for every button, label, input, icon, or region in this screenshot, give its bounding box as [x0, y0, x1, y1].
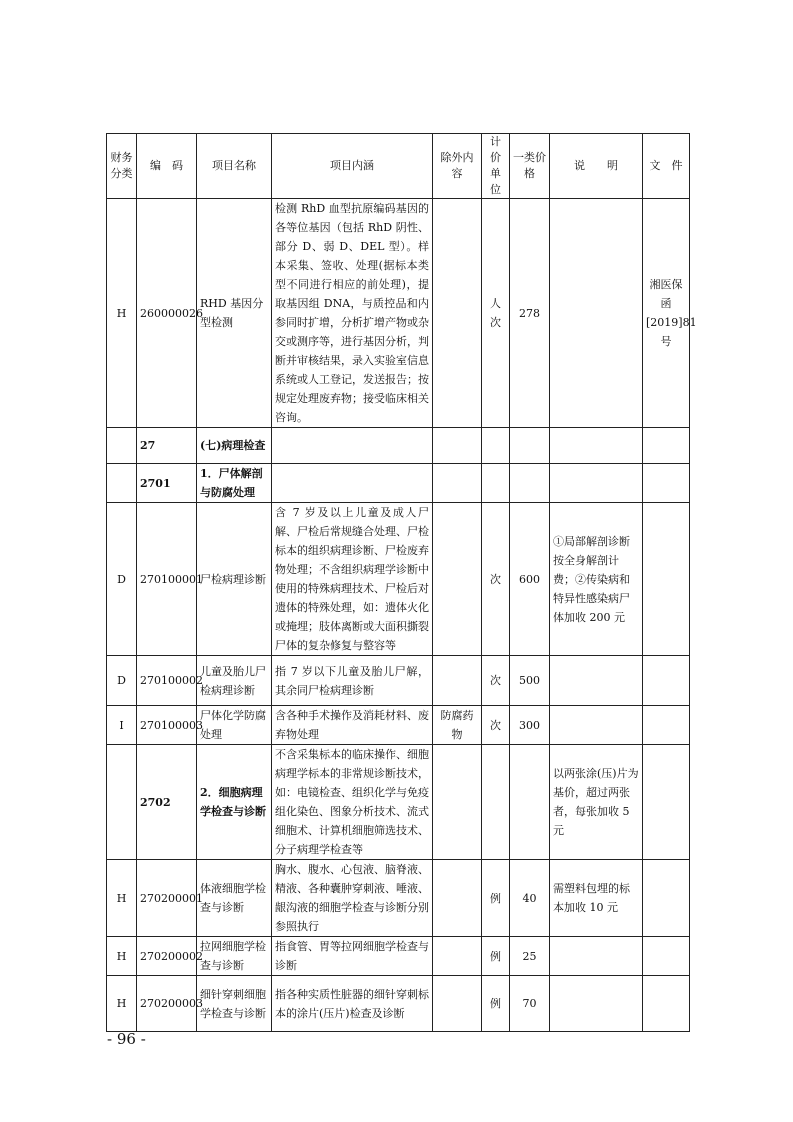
cell-code: 270200001 — [137, 860, 197, 937]
cell-category: H — [107, 860, 137, 937]
header-content: 项目内涵 — [272, 134, 433, 199]
cell-content: 检测 RhD 血型抗原编码基因的各等位基因（包括 RhD 阴性、部分 D、弱 D、DEL 型）。样本采集、签收、处理(据标本类型不同进行相应的前处理)，提取基因组 DNA，与质控品和内参同时扩增，分析扩增产物或杂交或测序等，进行基因分析，判断并审核结果，录入实验室信息系统或人工登记，发送报告；按规定处理废弃物；接受临床相关咨询。 — [272, 199, 433, 428]
cell-exclusions — [433, 464, 482, 503]
cell-name: 尸体化学防腐处理 — [197, 706, 272, 745]
cell-document — [643, 464, 690, 503]
cell-code: 27 — [137, 428, 197, 464]
cell-unit — [482, 745, 510, 860]
cell-notes — [550, 656, 643, 706]
cell-exclusions — [433, 937, 482, 976]
cell-category — [107, 745, 137, 860]
cell-document — [643, 937, 690, 976]
cell-price: 25 — [510, 937, 550, 976]
table-row — [107, 656, 690, 706]
cell-price — [510, 745, 550, 860]
cell-name: 拉网细胞学检查与诊断 — [197, 937, 272, 976]
table-row — [107, 745, 690, 860]
cell-document — [643, 745, 690, 860]
cell-content: 指各种实质性脏器的细针穿刺标本的涂片(压片)检查及诊断 — [272, 976, 433, 1032]
cell-price: 70 — [510, 976, 550, 1032]
cell-name: 儿童及胎儿尸检病理诊断 — [197, 656, 272, 706]
cell-category: I — [107, 706, 137, 745]
header-category: 财务分类 — [107, 134, 137, 199]
cell-notes — [550, 199, 643, 428]
cell-document — [643, 706, 690, 745]
cell-document: 湘医保函[2019]81号 — [643, 199, 690, 428]
cell-category: H — [107, 937, 137, 976]
cell-notes — [550, 706, 643, 745]
cell-category: D — [107, 503, 137, 656]
cell-price: 40 — [510, 860, 550, 937]
cell-exclusions — [433, 745, 482, 860]
cell-code: 270100002 — [137, 656, 197, 706]
cell-unit: 次 — [482, 656, 510, 706]
cell-content: 指 7 岁以下儿童及胎儿尸解，其余同尸检病理诊断 — [272, 656, 433, 706]
table-row — [107, 464, 690, 503]
cell-unit: 人次 — [482, 199, 510, 428]
header-notes: 说 明 — [550, 134, 643, 199]
cell-content: 不含采集标本的临床操作、细胞病理学标本的非常规诊断技术，如：电镜检查、组织化学与免疫组化染色、图象分析技术、流式细胞术、计算机细胞筛选技术、分子病理学检查等 — [272, 745, 433, 860]
cell-unit: 次 — [482, 503, 510, 656]
table-header-row — [107, 134, 690, 199]
table-row — [107, 937, 690, 976]
cell-notes: 需塑料包埋的标本加收 10 元 — [550, 860, 643, 937]
cell-notes — [550, 937, 643, 976]
cell-category — [107, 464, 137, 503]
cell-content: 含各种手术操作及消耗材料、废弃物处理 — [272, 706, 433, 745]
cell-notes — [550, 464, 643, 503]
cell-exclusions — [433, 860, 482, 937]
cell-document — [643, 656, 690, 706]
cell-name: 体液细胞学检查与诊断 — [197, 860, 272, 937]
table-row — [107, 428, 690, 464]
cell-exclusions — [433, 976, 482, 1032]
cell-content — [272, 464, 433, 503]
header-exclusions: 除外内容 — [433, 134, 482, 199]
cell-code: 2701 — [137, 464, 197, 503]
cell-name: 2．细胞病理学检查与诊断 — [197, 745, 272, 860]
cell-notes: 以两张涂(压)片为基价，超过两张者，每张加收 5 元 — [550, 745, 643, 860]
cell-name: 1．尸体解剖与防腐处理 — [197, 464, 272, 503]
cell-category: H — [107, 976, 137, 1032]
cell-notes — [550, 976, 643, 1032]
cell-document — [643, 503, 690, 656]
cell-price: 600 — [510, 503, 550, 656]
table-row — [107, 860, 690, 937]
cell-document — [643, 860, 690, 937]
table-row — [107, 976, 690, 1032]
cell-exclusions — [433, 503, 482, 656]
cell-price: 500 — [510, 656, 550, 706]
cell-price: 278 — [510, 199, 550, 428]
table-row — [107, 706, 690, 745]
cell-document — [643, 976, 690, 1032]
cell-price — [510, 428, 550, 464]
header-price: 一类价格 — [510, 134, 550, 199]
cell-name: RHD 基因分型检测 — [197, 199, 272, 428]
cell-category: D — [107, 656, 137, 706]
cell-exclusions — [433, 428, 482, 464]
cell-unit: 例 — [482, 937, 510, 976]
cell-category: H — [107, 199, 137, 428]
cell-price: 300 — [510, 706, 550, 745]
page-number: - 96 - — [107, 1030, 146, 1048]
cell-content: 含 7 岁及以上儿童及成人尸解、尸检后常规缝合处理、尸检标本的组织病理诊断、尸检废弃物处理；不含组织病理学诊断中使用的特殊病理技术、尸检后对遗体的特殊处理，如：遗体火化或掩埋；肢体离断或大面积撕裂尸体的复杂修复与整容等 — [272, 503, 433, 656]
cell-name: 细针穿刺细胞学检查与诊断 — [197, 976, 272, 1032]
cell-document — [643, 428, 690, 464]
cell-name: (七)病理检查 — [197, 428, 272, 464]
cell-code: 270100001 — [137, 503, 197, 656]
cell-unit: 例 — [482, 860, 510, 937]
table-row — [107, 503, 690, 656]
cell-code: 270200003 — [137, 976, 197, 1032]
header-unit: 计价单位 — [482, 134, 510, 199]
cell-exclusions — [433, 199, 482, 428]
cell-unit — [482, 428, 510, 464]
cell-unit: 例 — [482, 976, 510, 1032]
cell-exclusions — [433, 656, 482, 706]
cell-code: 270100003 — [137, 706, 197, 745]
header-code: 编 码 — [137, 134, 197, 199]
cell-unit — [482, 464, 510, 503]
table-row — [107, 199, 690, 428]
cell-content: 胸水、腹水、心包液、脑脊液、精液、各种囊肿穿刺液、唾液、龈沟液的细胞学检查与诊断分别参照执行 — [272, 860, 433, 937]
cell-unit: 次 — [482, 706, 510, 745]
cell-name: 尸检病理诊断 — [197, 503, 272, 656]
cell-notes: ①局部解剖诊断按全身解剖计费；②传染病和特异性感染病尸体加收 200 元 — [550, 503, 643, 656]
cell-category — [107, 428, 137, 464]
cell-content: 指食管、胃等拉网细胞学检查与诊断 — [272, 937, 433, 976]
header-document: 文 件 — [643, 134, 690, 199]
cell-code: 2702 — [137, 745, 197, 860]
header-name: 项目名称 — [197, 134, 272, 199]
cell-code: 260000026 — [137, 199, 197, 428]
cell-price — [510, 464, 550, 503]
cell-code: 270200002 — [137, 937, 197, 976]
cell-exclusions: 防腐药物 — [433, 706, 482, 745]
cell-notes — [550, 428, 643, 464]
cell-content — [272, 428, 433, 464]
price-table — [106, 133, 697, 1032]
